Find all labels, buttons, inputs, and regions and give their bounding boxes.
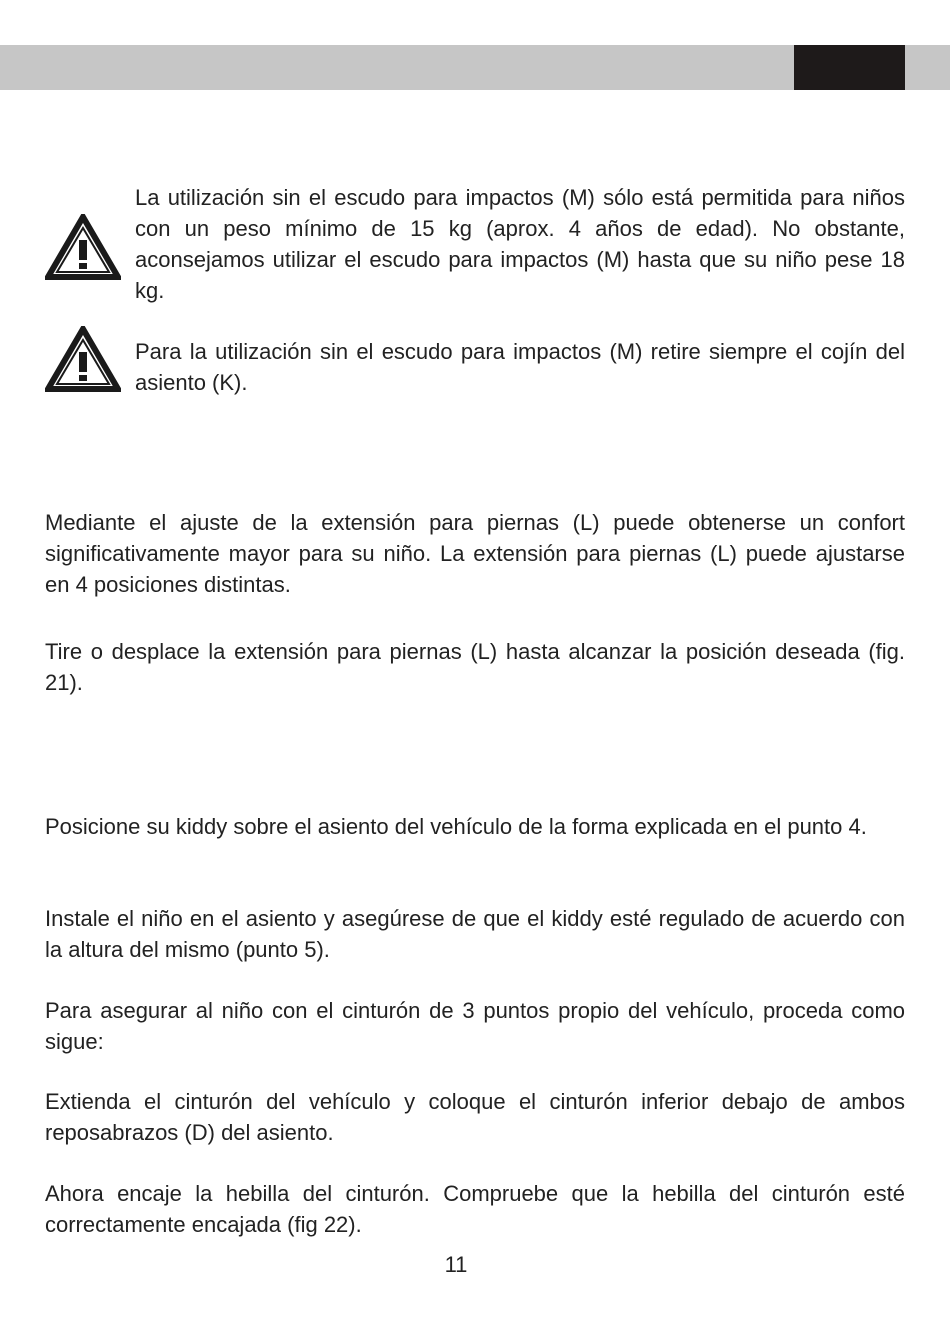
body-paragraph: Mediante el ajuste de la extensión para piernas (L) puede obtenerse un confort significativamente mayor para su niño. La extensión para piernas (L) puede ajustarse en 4 posiciones distintas. bbox=[45, 510, 905, 597]
warning-triangle-icon bbox=[45, 326, 121, 392]
warning-text: La utilización sin el escudo para impactos (M) sólo está permitida para niños con un peso mínimo de 15 kg (aprox. 4 años de edad). No obstante, aconsejamos utilizar el escudo para impactos (M) hasta que su niño pese 18 kg. bbox=[135, 185, 905, 303]
warning-triangle-icon bbox=[45, 214, 121, 280]
body-paragraph: Para asegurar al niño con el cinturón de 3 puntos propio del vehículo, proceda como sigue: bbox=[45, 998, 905, 1054]
body-paragraph: Instale el niño en el asiento y asegúrese de que el kiddy esté regulado de acuerdo con la altura del mismo (punto 5). bbox=[45, 906, 905, 962]
body-paragraph: Tire o desplace la extensión para piernas (L) hasta alcanzar la posición deseada (fig. 21). bbox=[45, 639, 905, 695]
body-paragraph: Extienda el cinturón del vehículo y coloque el cinturón inferior debajo de ambos reposabrazos (D) del asiento. bbox=[45, 1089, 905, 1145]
page-number: 11 bbox=[444, 1252, 468, 1277]
header-chapter-block bbox=[794, 45, 905, 90]
body-paragraph: Ahora encaje la hebilla del cinturón. Compruebe que la hebilla del cinturón esté correctamente encajada (fig 22). bbox=[45, 1181, 905, 1237]
body-paragraph: Posicione su kiddy sobre el asiento del vehículo de la forma explicada en el punto 4. bbox=[45, 814, 867, 839]
warning-text: Para la utilización sin el escudo para impactos (M) retire siempre el cojín del asiento (K). bbox=[135, 339, 905, 395]
